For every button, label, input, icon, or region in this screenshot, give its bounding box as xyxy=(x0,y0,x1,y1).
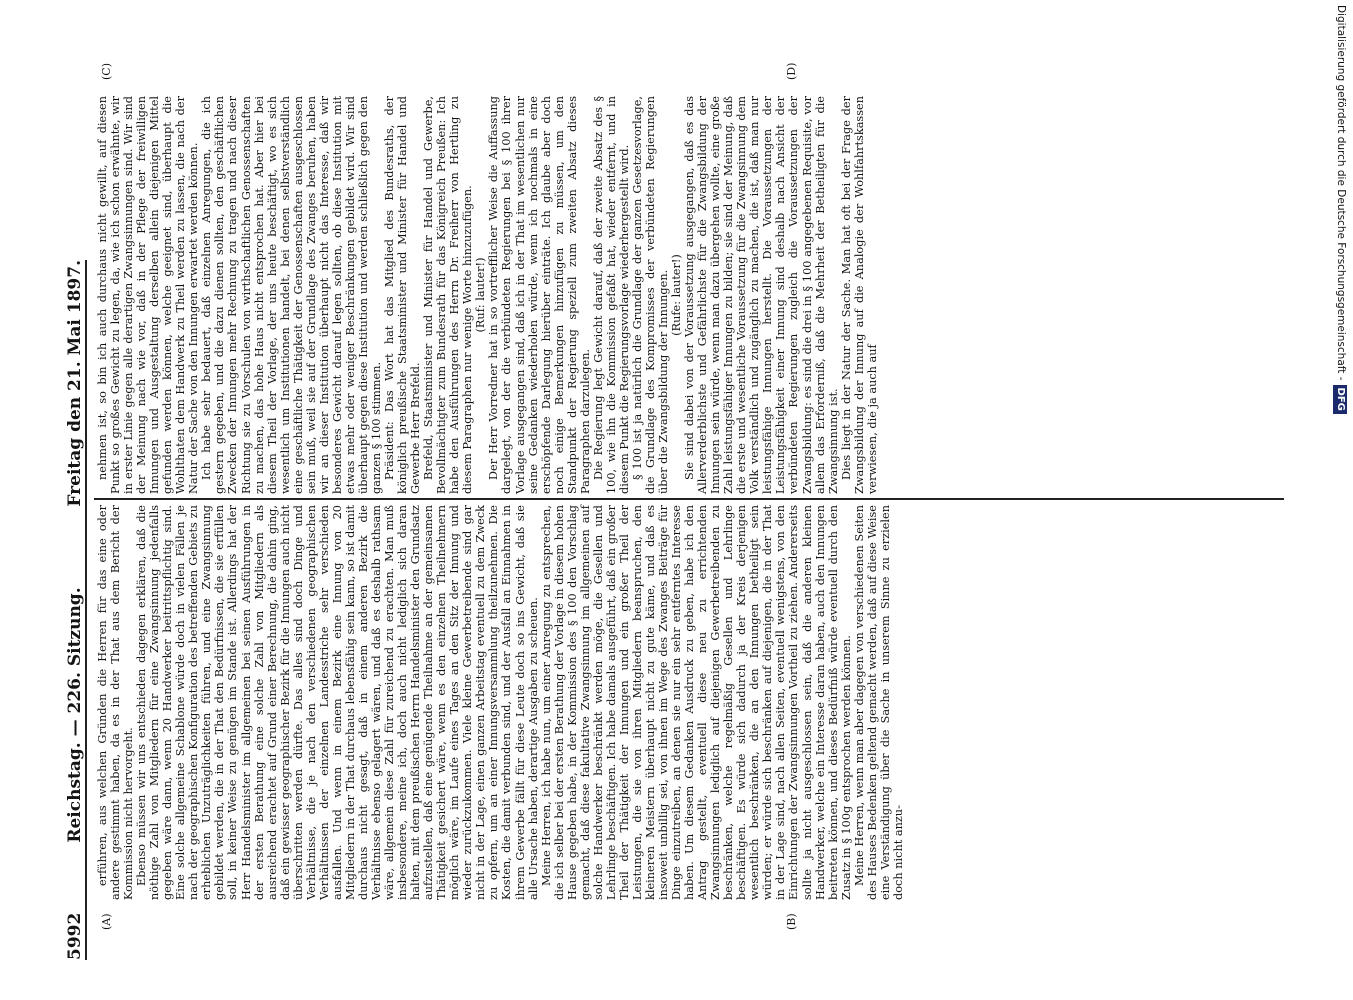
credit-text: Digitalisierung gefördert durch die Deutsche Forschungsgemeinschaft - xyxy=(1335,5,1347,381)
left-column xyxy=(96,505,905,900)
paragraph: erführen, aus welchen Gründen die Herren für das eine oder andere gestimmt haben, da es in der That aus dem Bericht der Kommission nicht hervorgeht. xyxy=(96,505,136,900)
paragraph: Ebenso müssen wir uns entschieden dagegen erklären, daß die nöthige Zahl von Mitgliedern für eine Zwangsinnung jedenfalls gegeben wäre dann, wenn 20 Handwerker beitrittspflichtig sind. Eine solche allgemeine Schablone würde doch in vielen Fällen je nach der geographischen Konfiguration des betreffenden Gebiets zu erheblichen Unzuträglichkeiten führen, und eine Zwangsinnung gebildet werden, die in der That den Bedürfnissen, die sie erfüllen soll, in keiner Weise zu genügen im Stande ist. Allerdings hat der Herr Handelsminister im allgemeinen bei seinen Ausführungen in der ersten Berathung eine solche Zahl von Mitgliedern als ausreichend erachtet auf Grund einer Berechnung, die dahin ging, daß ein gewisser geographischer Bezirk für die Innungen auch nicht überschritten werden dürfte. Das alles sind doch Dinge und Verhältnisse, die je nach den verschiedenen geographischen Verhältnissen der einzelnen Landesstriche sehr verschieden ausfallen. Und wenn in einem Bezirk eine Innung von 20 Mitgliedern in der That durchaus lebensfähig sein kann, so ist damit durchaus nicht gesagt, daß in einem anderen Bezirk die Verhältnisse ebenso gelagert wären, und daß es deshalb rathsam wäre, allgemein diese Zahl für zureichend zu erachten. Man muß insbesondere, meine ich, doch auch nicht lediglich sich daran halten, mit dem preußischen Herrn Handelsminister den Grundsatz aufzustellen, daß eine genügende Theilnahme an der gemeinsamen Thätigkeit gesichert wäre, wenn es den einzelnen Theilnehmern möglich wäre, im Laufe eines Tages an den Sitz der Innung und wieder zurückzukommen. Viele kleine Gewerbetreibende sind gar nicht in der Lage, einen ganzen Arbeitstag eventuell zu dem Zweck zu opfern, um an einer Innungsversammlung theilzunehmen. Die Kosten, die damit verbunden sind, und der Ausfall an Einnahmen in ihrem Gewerbe fällt für diese Leute doch so ins Gewicht, daß sie alle Ursache haben, derartige Ausgaben zu scheuen. xyxy=(135,505,540,900)
digitization-credit xyxy=(1331,5,1351,995)
paragraph: Brefeld, Staatsminister und Minister für Handel und Gewerbe, Bevollmächtigter zum Bundesrath für das Königreich Preußen: Ich habe den Ausführungen des Herrn Dr. Freiherr von Hertling zu diesem Paragraphen nur wenige Worte hinzuzufügen. xyxy=(422,96,475,494)
page-number: 5992 xyxy=(65,912,85,960)
paragraph: Der Herr Vorredner hat in so vortrefflicher Weise die Auffassung dargelegt, von der die verbündeten Regierungen bei § 100 ihrer Vorlage ausgegangen sind, daß ich in der That im wesentlichen nur seine Gedanken wiederholen würde, wenn ich nochmals in eine erschöpfende Darlegung hierüber einträte. Ich glaube aber doch noch einige Bemerkungen hinzufügen zu müssen, um den Standpunkt der Regierung speziell zum zweiten Absatz dieses Paragraphen darzulegen. xyxy=(487,96,592,494)
page-header xyxy=(55,260,87,960)
margin-marker-b: (B) xyxy=(785,913,798,930)
paragraph: § 100 ist ja natürlich die Grundlage der ganzen Gesetzesvorlage, die Grundlage des Kompromisses der verbündeten Regierungen über die Zwangsbildung der Innungen. xyxy=(630,96,671,494)
right-column xyxy=(96,96,879,494)
session-title: Reichstag. — 226. Sitzung. xyxy=(65,587,85,843)
paragraph: nehmen ist, so bin ich auch durchaus nicht gewillt, auf diesen Punkt so großes Gewicht zu legen, da, wie ich schon erwähnte, wir in erster Linie gegen alle derartigen Zwangsinnungen sind. Wir sind der Meinung nach wie vor, daß in der Pflege der freiwilligen Innungen und Ausgestaltung derselben allein diejenigen Mittel gefunden werden können, welche geeignet sind, überhaupt die Wohlthaten dem Handwerk zu Theil werden zu lassen, die nach der Natur der Sache von den Innungen erwartet werden können. xyxy=(96,96,201,494)
paragraph: Die Regierung legt Gewicht darauf, daß der zweite Absatz des § 100, wie ihn die Kommission gefaßt hat, wieder entfernt, und in diesem Punkt die Regierungsvorlage wiederhergestellt wird. xyxy=(591,96,631,494)
paragraph: Meine Herren, ich habe nun, um einer Anregung zu entsprechen, die ich selber bei der ersten Berathung der Vorlage in diesem hohen Hause gegeben habe, in der Kommission des § 100 den Vorschlag gemacht, daß diese fakultative Zwangsinnung im allgemeinen auf solche Handwerker beschränkt werden möge, die Gesellen und Lehrlinge beschäftigen. Ich habe damals ausgeführt, daß ein großer Theil der Thätigkeit der Innungen und ein großer Theil der Leistungen, die sie von ihren Mitgliedern beanspruchen, den kleineren Meistern überhaupt nicht zu gute käme, und daß es insoweit unbillig sei, von ihnen im Wege des Zwanges Beiträge für Dinge einzutreiben, an denen sie nur ein sehr entferntes Interesse haben. Um diesem Gedanken Ausdruck zu geben, habe ich den Antrag gestellt, eventuell diese neu zu errichtenden Zwangsinnungen lediglich auf diejenigen Gewerbetreibenden zu beschränken, welche regelmäßig Gesellen und Lehrlinge beschäftigen. Es würde sich dadurch ja der Kreis derjenigen wesentlich beschränken, die an den Innungen betheiligt sein würden; er würde sich beschränken auf diejenigen, die in der That in der Lage sind, nach allen Seiten, eventuell wenigstens, von den Einrichtungen der Zwangsinnungen Vortheil zu ziehen. Andererseits sollte ja nicht ausgeschlossen sein, daß die anderen kleinen Handwerker, welche ein Interesse daran haben, auch den Innungen beitreten können, und dieses Bedürfniß würde eventuell durch den Zusatz in § 100g entsprochen werden können. xyxy=(539,505,853,900)
paragraph: Sie sind dabei von der Voraussetzung ausgegangen, daß es das Allerverderblichste und Gefährlichste für die Zwangsbildung der Innungen sein würde, wenn man dazu übergehen wollte, eine große Zahl leistungsfähiger Innungen zu bilden; sie sind der Meinung, daß die erste und wesentliche Voraussetzung für die Zwangsinnung dem Volk verständlich und zugänglich zu machen, die ist, daß man nur leistungsfähige Innungen herstellt. Die Voraussetzungen der Leistungsfähigkeit einer Innung sind deshalb nach Ansicht der verbündeten Regierungen zugleich die Voraussetzungen der Zwangsbildung: es sind die drei in § 100 angegebenen Requisite, vor allem das Erforderniß, daß die Mehrheit der Betheiligten für die Zwangsinnung ist. xyxy=(683,96,840,494)
session-date: Freitag den 21. Mai 1897. xyxy=(65,260,85,507)
paragraph: Ich habe sehr bedauert, daß einzelnen Anregungen, die ich gestern gegeben, und die dazu dienen sollten, den geschäftlichen Zwecken der Innungen mehr Rechnung zu tragen und nach dieser Richtung sie zu Vorschulen von wirthschaftlichen Genossenschaften zu machen, das hohe Haus nicht entsprochen hat. Aber hier bei diesem Theil der Vorlage, der uns heute beschäftigt, wo es sich wesentlich um Institutionen handelt, bei denen selbstverständlich eine geschäftliche Thätigkeit der Genossenschaften ausgeschlossen sein muß, weil sie auf der Grundlage des Zwanges beruhen, haben wir an dieser Institution überhaupt nicht das Interesse, daß wir besonderes Gewicht darauf legen sollten, ob diese Institution mit etwas mehr oder weniger Beschränkungen gebildet wird. Wir sind überhaupt gegen diese Institution und werden schließlich gegen den ganzen § 100 stimmen. xyxy=(200,96,383,494)
dfg-logo: DFG xyxy=(1333,385,1347,414)
margin-marker-c: (C) xyxy=(100,63,113,80)
interjection: (Ruf: lauter!) xyxy=(474,257,488,333)
column-divider xyxy=(94,498,1284,500)
interjection: (Rufe: lauter!) xyxy=(670,254,684,336)
paragraph: Meine Herren, wenn man aber dagegen von verschiedenen Seiten des Hauses Bedenken geltend gemacht werden, daß auf diese Weise eine Verständigung über die Sache in unserem Sinne zu erzielen doch nicht anzu- xyxy=(852,505,905,900)
paragraph: Dies liegt in der Natur der Sache. Man hat oft bei der Frage der Zwangsbildung der Innung auf die Analogie der Wohlfahrtskassen verwiesen, die ja auch auf xyxy=(839,96,879,494)
paragraph: Präsident: Das Wort hat das Mitglied des Bundesraths, der königlich preußische Staatsminister und Minister für Handel und Gewerbe Herr Brefeld. xyxy=(383,96,423,494)
margin-marker-a: (A) xyxy=(100,913,113,930)
margin-marker-d: (D) xyxy=(785,62,798,80)
